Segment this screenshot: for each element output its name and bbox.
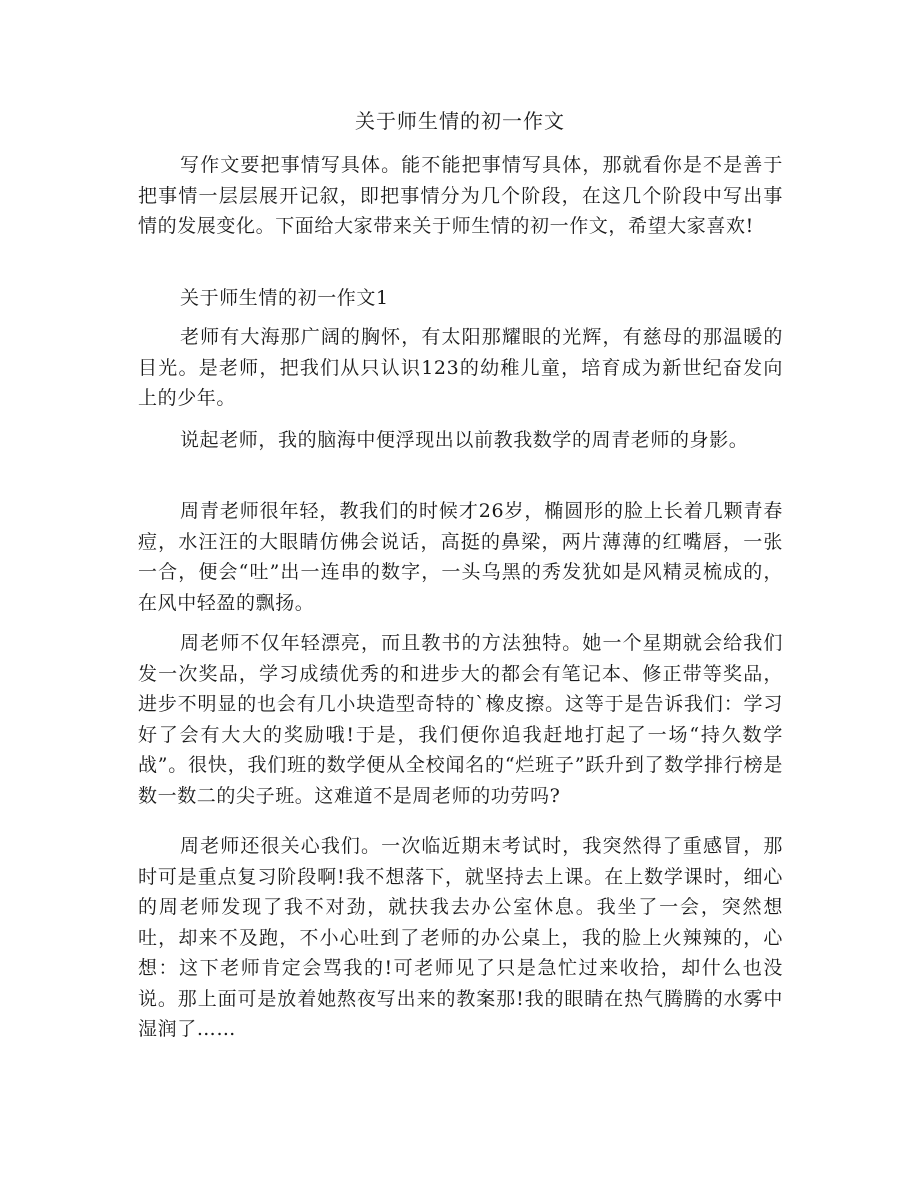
intro-paragraph: 写作文要把事情写具体。能不能把事情写具体，那就看你是不是善于把事情一层层展开记叙，即把事情分为几个阶段，在这几个阶段中写出事情的发展变化。下面给大家带来关于师生情的初一作文，希望大家喜欢! [138, 154, 783, 237]
essay-paragraph: 老师有大海那广阔的胸怀，有太阳那耀眼的光辉，有慈母的那温暖的目光。是老师，把我们从只认识123的幼稚儿童，培育成为新世纪奋发向上的少年。 [138, 326, 783, 409]
essay-paragraph: 说起老师，我的脑海中便浮现出以前教我数学的周青老师的身影。 [180, 429, 749, 451]
essay-paragraph: 周青老师很年轻，教我们的时候才26岁，椭圆形的脸上长着几颗青春痘，水汪汪的大眼睛仿佛会说话，高挺的鼻梁，两片薄薄的红嘴唇，一张一合，便会“吐”出一连串的数字，一头乌黑的秀发犹如是风精灵梳成的，在风中轻盈的飘扬。 [138, 500, 783, 614]
document-title: 关于师生情的初一作文 [355, 109, 565, 133]
essay-paragraph: 周老师还很关心我们。一次临近期末考试时，我突然得了重感冒，那时可是重点复习阶段啊!我不想落下，就坚持去上课。在上数学课时，细心的周老师发现了我不对劲，就扶我去办公室休息。我坐了一会，突然想吐，却来不及跑，不小心吐到了老师的办公桌上，我的脸上火辣辣的，心想：这下老师肯定会骂我的!可老师见了只是急忙过来收拾，却什么也没说。那上面可是放着她熬夜写出来的教案那!我的眼睛在热气腾腾的水雾中湿润了…… [138, 835, 783, 1040]
essay-heading: 关于师生情的初一作文1 [180, 287, 389, 309]
essay-paragraph: 周老师不仅年轻漂亮，而且教书的方法独特。她一个星期就会给我们发一次奖品，学习成绩优秀的和进步大的都会有笔记本、修正带等奖品，进步不明显的也会有几小块造型奇特的`橡皮擦。这等于是告诉我们：学习好了会有大大的奖励哦!于是，我们便你追我赶地打起了一场“持久数学战”。很快，我们班的数学便从全校闻名的“烂班子”跃升到了数学排行榜是数一数二的尖子班。这难道不是周老师的功劳吗? [138, 632, 783, 807]
